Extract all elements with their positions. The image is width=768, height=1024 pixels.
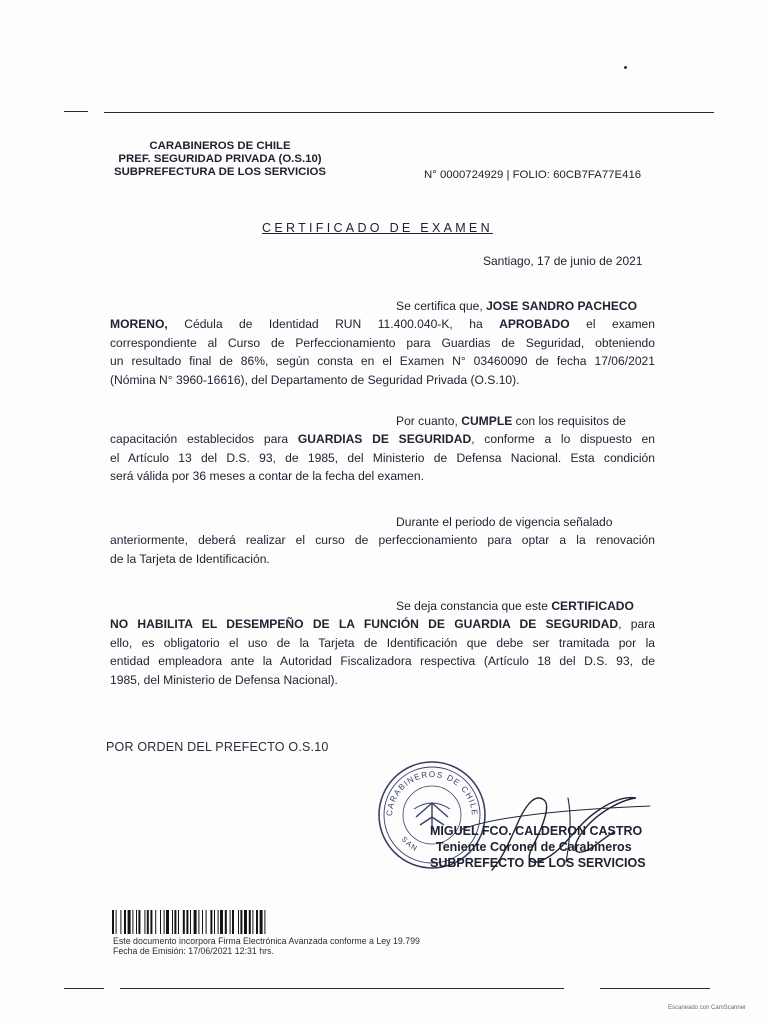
bottom-rule-left <box>64 988 104 989</box>
org-line-3: SUBPREFECTURA DE LOS SERVICIOS <box>113 166 327 178</box>
barcode-bar <box>112 910 114 934</box>
barcode-bar <box>264 910 265 934</box>
p1-line-5: (Nómina N° 3960-16616), del Departamento de Seguridad Privada (O.S.10). <box>110 372 520 387</box>
p4-line-2 <box>110 615 655 633</box>
barcode-bar <box>256 910 258 934</box>
top-rule <box>104 112 714 113</box>
scan-speck <box>624 66 627 69</box>
paragraph-validity <box>110 513 655 568</box>
barcode-bar <box>260 910 263 934</box>
barcode-bar <box>128 910 131 934</box>
esign-line-1: Este documento incorpora Firma Electrónica Avanzada conforme a Ley 19.799 <box>113 936 420 946</box>
p1-line-2 <box>110 315 655 333</box>
p1-text: Se certifica que, <box>396 299 487 313</box>
barcode-bar <box>218 910 219 934</box>
barcode-bar <box>202 910 203 934</box>
p4-text: , para <box>618 617 655 632</box>
p4-line-3: ello, es obligatorio el uso de la Tarjeta de Identificación que debe ser tramitada por la <box>110 635 655 650</box>
meets-requirements: CUMPLE <box>461 414 513 428</box>
by-order-line: POR ORDEN DEL PREFECTO O.S.10 <box>106 740 329 754</box>
barcode-bar <box>116 910 117 934</box>
barcode-bar <box>160 910 161 934</box>
p2-line-2 <box>110 430 655 448</box>
p1-line-3: correspondiente al Curso de Perfeccionamiento para Guardias de Seguridad, obteniendo <box>110 335 655 350</box>
barcode-bar <box>120 910 121 934</box>
barcode-bar <box>136 910 137 934</box>
candidate-name: JOSE SANDRO PACHECO <box>486 299 638 313</box>
barcode-bar <box>150 910 152 934</box>
barcode-bar <box>132 910 133 934</box>
p2-text: con los requisitos de <box>512 414 626 428</box>
barcode-bar <box>232 910 234 934</box>
barcode-bar <box>190 910 191 934</box>
barcode-bar <box>225 910 227 934</box>
org-line-2: PREF. SEGURIDAD PRIVADA (O.S.10) <box>118 153 322 165</box>
bottom-rule <box>120 988 564 989</box>
p2-line-1 <box>110 412 655 430</box>
result-approved: APROBADO <box>499 317 570 332</box>
p1-text: Cédula de Identidad RUN 11.400.040-K, ha <box>167 317 500 332</box>
barcode-bar <box>210 910 212 934</box>
folio-number: N° 0000724929 | FOLIO: 60CB7FA77E416 <box>424 169 642 181</box>
paragraph-requirements <box>110 412 655 486</box>
role-security-guards: GUARDIAS DE SEGURIDAD <box>297 432 472 447</box>
barcode-bar <box>186 910 188 934</box>
barcode-bar <box>174 910 176 934</box>
barcode-bar <box>214 910 215 934</box>
p1-line-4: un resultado final de 86%, según consta en el Examen N° 03460090 de fecha 17/06/2021 <box>110 354 655 369</box>
p2-line-3: el Artículo 13 del D.S. 93, de 1985, del Ministerio de Defensa Nacional. Esta condición <box>110 450 655 465</box>
barcode-bar <box>183 910 185 934</box>
barcode-bar <box>144 910 145 934</box>
bottom-rule-right <box>600 988 710 989</box>
document-title-text: CERTIFICADO DE EXAMEN <box>262 221 493 235</box>
p4-line-1 <box>110 597 655 615</box>
p2-text: , conforme a lo dispuesto en <box>471 432 656 447</box>
barcode-bar <box>147 910 149 934</box>
barcode-bar <box>124 910 126 934</box>
signer-post: SUBPREFECTO DE LOS SERVICIOS <box>430 856 646 871</box>
barcode-bar <box>220 910 223 934</box>
barcode-bar <box>164 910 165 934</box>
p4-text: Se deja constancia que este <box>396 599 552 613</box>
not-enabling-notice: NO HABILITA EL DESEMPEÑO DE LA FUNCIÓN DE GUARDIA DE SEGURIDAD <box>110 617 619 632</box>
barcode-bar <box>194 910 197 934</box>
p2-text: Por cuanto, <box>396 414 462 428</box>
barcode-bar <box>178 910 179 934</box>
top-rule-left <box>64 111 88 112</box>
org-line-1: CARABINEROS DE CHILE <box>149 140 291 152</box>
barcode-bar <box>249 910 251 934</box>
document-title <box>262 221 493 235</box>
stamp-top-text: CARABINEROS DE CHILE <box>384 769 480 817</box>
electronic-signature-note <box>113 936 420 956</box>
barcode-bar <box>155 910 156 934</box>
p2-line-4: será válida por 36 meses a contar de la fecha del examen. <box>110 469 424 484</box>
barcode-bar <box>244 910 247 934</box>
barcode-bar <box>172 910 173 934</box>
barcode-bar <box>230 910 231 934</box>
barcode-bar <box>138 910 140 934</box>
p3-line-1: Durante el periodo de vigencia señalado <box>396 515 613 529</box>
barcode-bar <box>238 910 239 934</box>
signer-name: MIGUEL FCO. CALDERON CASTRO <box>430 824 643 838</box>
scanner-watermark: Escaneado con CamScanner <box>668 1005 747 1011</box>
barcode-bar <box>240 910 242 934</box>
signer-rank: Teniente Coronel de Carabineros <box>436 840 632 855</box>
paragraph-certification <box>110 297 655 389</box>
p4-line-5: 1985, del Ministerio de Defensa Nacional). <box>110 672 338 687</box>
p3-line-2: anteriormente, deberá realizar el curso de perfeccionamiento para optar a la renovación <box>110 533 655 548</box>
p2-text: capacitación establecidos para <box>110 432 298 447</box>
paragraph-notice <box>110 597 655 689</box>
candidate-surname: MORENO, <box>110 317 168 332</box>
barcode-bar <box>166 910 169 934</box>
esign-line-2: Fecha de Emisión: 17/06/2021 12:31 hrs. <box>113 946 274 956</box>
barcode-bar <box>198 910 199 934</box>
barcode-bar <box>206 910 207 934</box>
barcode-bar <box>252 910 253 934</box>
document-date: Santiago, 17 de junio de 2021 <box>483 254 643 268</box>
p1-line-1 <box>110 297 655 315</box>
barcode <box>112 910 338 934</box>
certificate-word: CERTIFICADO <box>551 599 634 613</box>
p1-text: el examen <box>569 317 655 332</box>
p3-line-3: de la Tarjeta de Identificación. <box>110 551 270 566</box>
stamp-bottom-text: SAN <box>399 834 420 854</box>
signatory-block <box>430 823 646 872</box>
issuing-organization <box>100 140 340 179</box>
p4-line-4: entidad empleadora ante la Autoridad Fiscalizadora respectiva (Artículo 18 del D.S. 93, de <box>110 654 655 669</box>
